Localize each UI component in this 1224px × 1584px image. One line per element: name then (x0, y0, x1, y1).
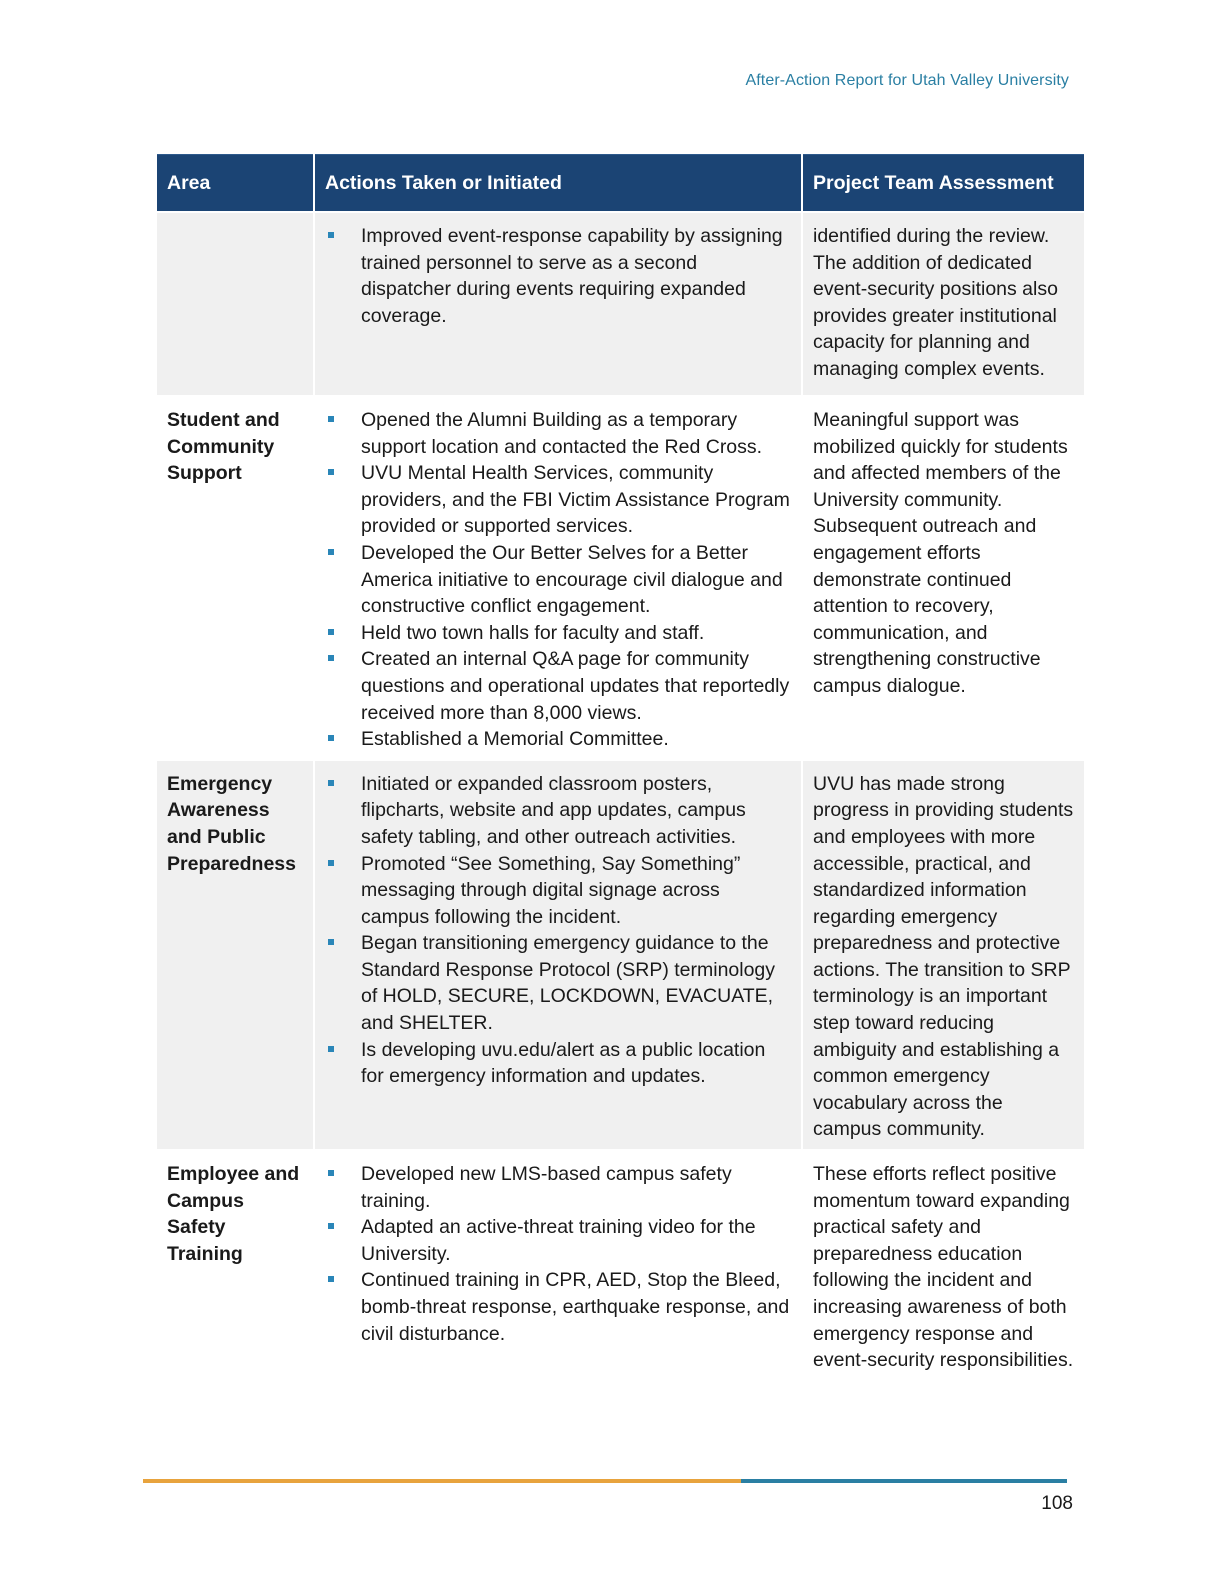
table-row (157, 396, 1084, 760)
area-cell: Employee and Campus Safety Training (157, 1150, 314, 1380)
list-item (325, 1037, 791, 1090)
action-text: Opened the Alumni Building as a temporary support location and contacted the Red Cross. (361, 409, 763, 458)
assessment-cell: identified during the review. The addition of dedicated event-security positions also provides greater institutional capacity for planning and managing complex events. (802, 212, 1084, 396)
square-bullet-icon (328, 416, 334, 422)
action-text: Developed new LMS-based campus safety training. (361, 1163, 732, 1212)
list-item (325, 407, 791, 460)
list-item (325, 930, 791, 1036)
actions-cell (314, 1150, 802, 1380)
square-bullet-icon (328, 1223, 334, 1229)
action-text: Continued training in CPR, AED, Stop the Bleed, bomb-threat response, earthquake response, and civil disturbance. (361, 1269, 790, 1345)
assessment-cell: Meaningful support was mobilized quickly for students and affected members of the University community. Subsequent outreach and engagement efforts demonstrate continued attention to recovery, communication, and strengthening constructive campus dialogue. (802, 396, 1084, 760)
list-item (325, 460, 791, 540)
table-header-row (157, 155, 1084, 213)
action-text: Developed the Our Better Selves for a Better America initiative to encourage civil dialogue and constructive conflict engagement. (361, 541, 783, 618)
page-number: 108 (1041, 1493, 1073, 1514)
square-bullet-icon (328, 780, 334, 786)
actions-cell (314, 212, 802, 396)
footer-rule-blue (741, 1479, 1067, 1483)
actions-list (325, 407, 791, 753)
column-header-assessment: Project Team Assessment (802, 155, 1084, 213)
list-item (325, 771, 791, 851)
actions-list (325, 771, 791, 1090)
list-item (325, 1214, 791, 1267)
square-bullet-icon (328, 629, 334, 635)
column-header-area: Area (157, 155, 314, 213)
footer-rule-gold (143, 1479, 741, 1483)
actions-list (325, 223, 791, 329)
actions-cell (314, 396, 802, 760)
action-text: Began transitioning emergency guidance to the Standard Response Protocol (SRP) terminology of HOLD, SECURE, LOCKDOWN, EVACUATE, and SHELTER. (361, 932, 776, 1035)
list-item (325, 540, 791, 620)
square-bullet-icon (328, 860, 334, 866)
list-item (325, 726, 791, 753)
square-bullet-icon (328, 655, 334, 661)
list-item (325, 620, 791, 647)
square-bullet-icon (328, 549, 334, 555)
action-text: Initiated or expanded classroom posters, flipcharts, website and app updates, campus safety tabling, and other outreach activities. (361, 772, 746, 848)
square-bullet-icon (328, 1276, 334, 1282)
running-header: After-Action Report for Utah Valley University (745, 72, 1069, 89)
square-bullet-icon (328, 735, 334, 741)
area-cell (157, 212, 314, 396)
table-row (157, 760, 1084, 1150)
list-item (325, 646, 791, 726)
actions-cell (314, 760, 802, 1150)
list-item (325, 1267, 791, 1347)
action-text: UVU Mental Health Services, community providers, and the FBI Victim Assistance Program provided or supported services. (361, 462, 790, 538)
list-item (325, 851, 791, 931)
list-item (325, 1161, 791, 1214)
area-cell: Student and Community Support (157, 396, 314, 760)
table-row (157, 1150, 1084, 1380)
square-bullet-icon (328, 939, 334, 945)
assessment-cell: These efforts reflect positive momentum toward expanding practical safety and preparedness education following the incident and increasing awareness of both emergency response and event-security responsibilities. (802, 1150, 1084, 1380)
table-row (157, 212, 1084, 396)
action-text: Established a Memorial Committee. (361, 728, 669, 751)
list-item (325, 223, 791, 329)
area-cell: Emergency Awareness and Public Preparedness (157, 760, 314, 1150)
action-text: Improved event-response capability by assigning trained personnel to serve as a second dispatcher during events requiring expanded coverage. (361, 225, 783, 327)
column-header-actions: Actions Taken or Initiated (314, 155, 802, 213)
square-bullet-icon (328, 232, 334, 238)
action-text: Adapted an active-threat training video for the University. (361, 1216, 756, 1265)
square-bullet-icon (328, 1046, 334, 1052)
square-bullet-icon (328, 1170, 334, 1176)
after-action-table (157, 154, 1084, 1380)
square-bullet-icon (328, 469, 334, 475)
action-text: Promoted “See Something, Say Something” messaging through digital signage across campus following the incident. (361, 852, 741, 928)
actions-list (325, 1161, 791, 1347)
assessment-cell: UVU has made strong progress in providing students and employees with more accessible, practical, and standardized information regarding emergency preparedness and protective actions. The transition to SRP terminology is an important step toward reducing ambiguity and establishing a common emergency vocabulary across the campus community. (802, 760, 1084, 1150)
action-text: Is developing uvu.edu/alert as a public location for emergency information and updates. (361, 1038, 766, 1088)
action-text: Held two town halls for faculty and staff. (361, 621, 705, 644)
action-text: Created an internal Q&A page for community questions and operational updates that reportedly received more than 8,000 views. (361, 648, 790, 724)
